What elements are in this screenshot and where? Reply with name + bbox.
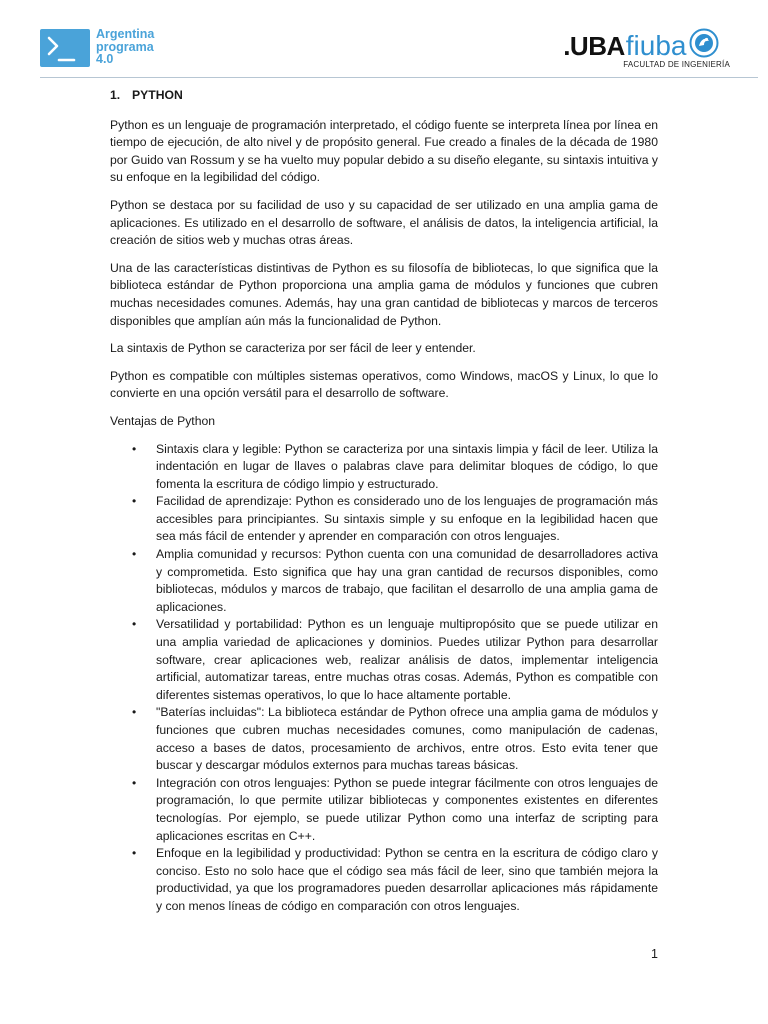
bullet-icon: • <box>132 441 137 456</box>
logo-line: programa <box>96 39 154 54</box>
advantages-list <box>110 441 658 916</box>
header-divider <box>40 77 758 78</box>
section-heading <box>110 87 658 105</box>
list-item <box>110 546 658 616</box>
bullet-icon: • <box>132 705 137 720</box>
paragraph: Python es compatible con múltiples sistemas operativos, como Windows, macOS y Linux, lo que lo convierte en una opción versátil para el desarrollo de software. <box>110 368 658 401</box>
document-body <box>110 84 658 916</box>
section-title: PYTHON <box>132 88 183 102</box>
logo-line: 4.0 <box>96 52 114 66</box>
section-number: 1. <box>110 88 121 102</box>
argentina-programa-text <box>96 28 154 66</box>
list-item <box>110 704 658 774</box>
crest-icon <box>689 28 719 58</box>
faculty-name: FACULTAD DE INGENIERÍA <box>623 60 730 69</box>
terminal-prompt-icon <box>40 29 90 67</box>
paragraph: Una de las características distintivas de Python es su filosofía de bibliotecas, lo que significa que la biblioteca estándar de Python proporciona una amplia gama de módulos y funciones que cubren muchas necesidades comunes. Además, hay una gran cantidad de bibliotecas y marcos de terceros disponibles que amplían aún más la funcionalidad de Python. <box>110 260 658 328</box>
paragraph: La sintaxis de Python se caracteriza por ser fácil de leer y entender. <box>110 341 476 356</box>
advantages-title: Ventajas de Python <box>110 413 216 428</box>
list-item <box>110 775 658 845</box>
logo-line: Argentina <box>96 27 155 41</box>
list-item-text: Amplia comunidad y recursos: Python cuenta con una comunidad de desarrolladores activa y comprometida. Esto significa que hay una gran cantidad de recursos disponibles, como bibliotecas, módulos y marcos de trabajo, que facilitan el desarrollo de una amplia gama de aplicaciones. <box>156 547 658 614</box>
list-item <box>110 845 658 915</box>
uba-fiuba-logo <box>563 28 730 69</box>
list-item-text: Facilidad de aprendizaje: Python es considerado uno de los lenguajes de programación más accesibles para principiantes. Su sintaxis simple y su enfoque en la legibilidad hacen que sea más fácil de entender y aprender en comparación con otros lenguajes. <box>156 494 658 544</box>
bullet-icon: • <box>132 846 137 861</box>
bullet-icon: • <box>132 775 137 790</box>
fiuba-wordmark: fiuba <box>625 30 687 61</box>
uba-wordmark: .UBA <box>563 31 625 61</box>
list-item-text: Versatilidad y portabilidad: Python es un lenguaje multipropósito que se puede utilizar en una amplia variedad de aplicaciones y dominios. Puedes utilizar Python para desarrollar software, crear aplicaciones web, realizar análisis de datos, implementar inteligencia artificial, automatizar tareas, entre muchas otras cosas. Además, Python es compatible con diferentes sistemas operativos, lo que lo hace altamente portable. <box>156 617 658 702</box>
list-item <box>110 493 658 546</box>
bullet-icon: • <box>132 617 137 632</box>
list-item <box>110 616 658 704</box>
paragraph: Python se destaca por su facilidad de uso y su capacidad de ser utilizado en una amplia gama de aplicaciones. Es utilizado en el desarrollo de software, el análisis de datos, la inteligencia artificial, la creación de sitios web y muchas otras áreas. <box>110 197 658 248</box>
page-number: 1 <box>651 947 658 961</box>
list-item-text: Integración con otros lenguajes: Python se puede integrar fácilmente con otros lenguajes de programación, lo que permite utilizar bibliotecas y componentes existentes en diferentes tecnologías. Por ejemplo, se puede utilizar Python como una interfaz de scripting para aplicaciones escritas en C++. <box>156 775 658 843</box>
list-item-text: Enfoque en la legibilidad y productividad: Python se centra en la escritura de código claro y conciso. Esto no solo hace que el código sea más fácil de leer, sino que también mejora la productividad, ya que los programadores pueden desarrollar aplicaciones más rápidamente y con menos líneas de código en comparación con otros lenguajes. <box>156 846 658 913</box>
bullet-icon: • <box>132 494 137 509</box>
list-item-text: Sintaxis clara y legible: Python se caracteriza por una sintaxis limpia y fácil de leer. Utiliza la indentación en lugar de llaves o palabras clave para delimitar bloques de código, lo que fomenta la escritura de código limpio y estructurado. <box>156 441 658 491</box>
argentina-programa-logo <box>40 29 154 67</box>
list-item-text: "Baterías incluidas": La biblioteca estándar de Python ofrece una amplia gama de módulos y funciones que cubren muchas necesidades comunes, como manipulación de cadenas, acceso a bases de datos, procesamiento de archivos, entre otros. Esto evita tener que buscar y descargar módulos externos para muchas tareas básicas. <box>156 705 658 773</box>
page-header <box>0 0 768 80</box>
bullet-icon: • <box>132 547 137 562</box>
paragraph: Python es un lenguaje de programación interpretado, el código fuente se interpreta línea por línea en tiempo de ejecución, de alto nivel y de propósito general. Fue creado a finales de la década de 1980 por Guido van Rossum y se ha vuelto muy popular debido a su diseño elegante, su sintaxis intuitiva y su enfoque en la legibilidad del código. <box>110 117 658 185</box>
list-item <box>110 441 658 494</box>
